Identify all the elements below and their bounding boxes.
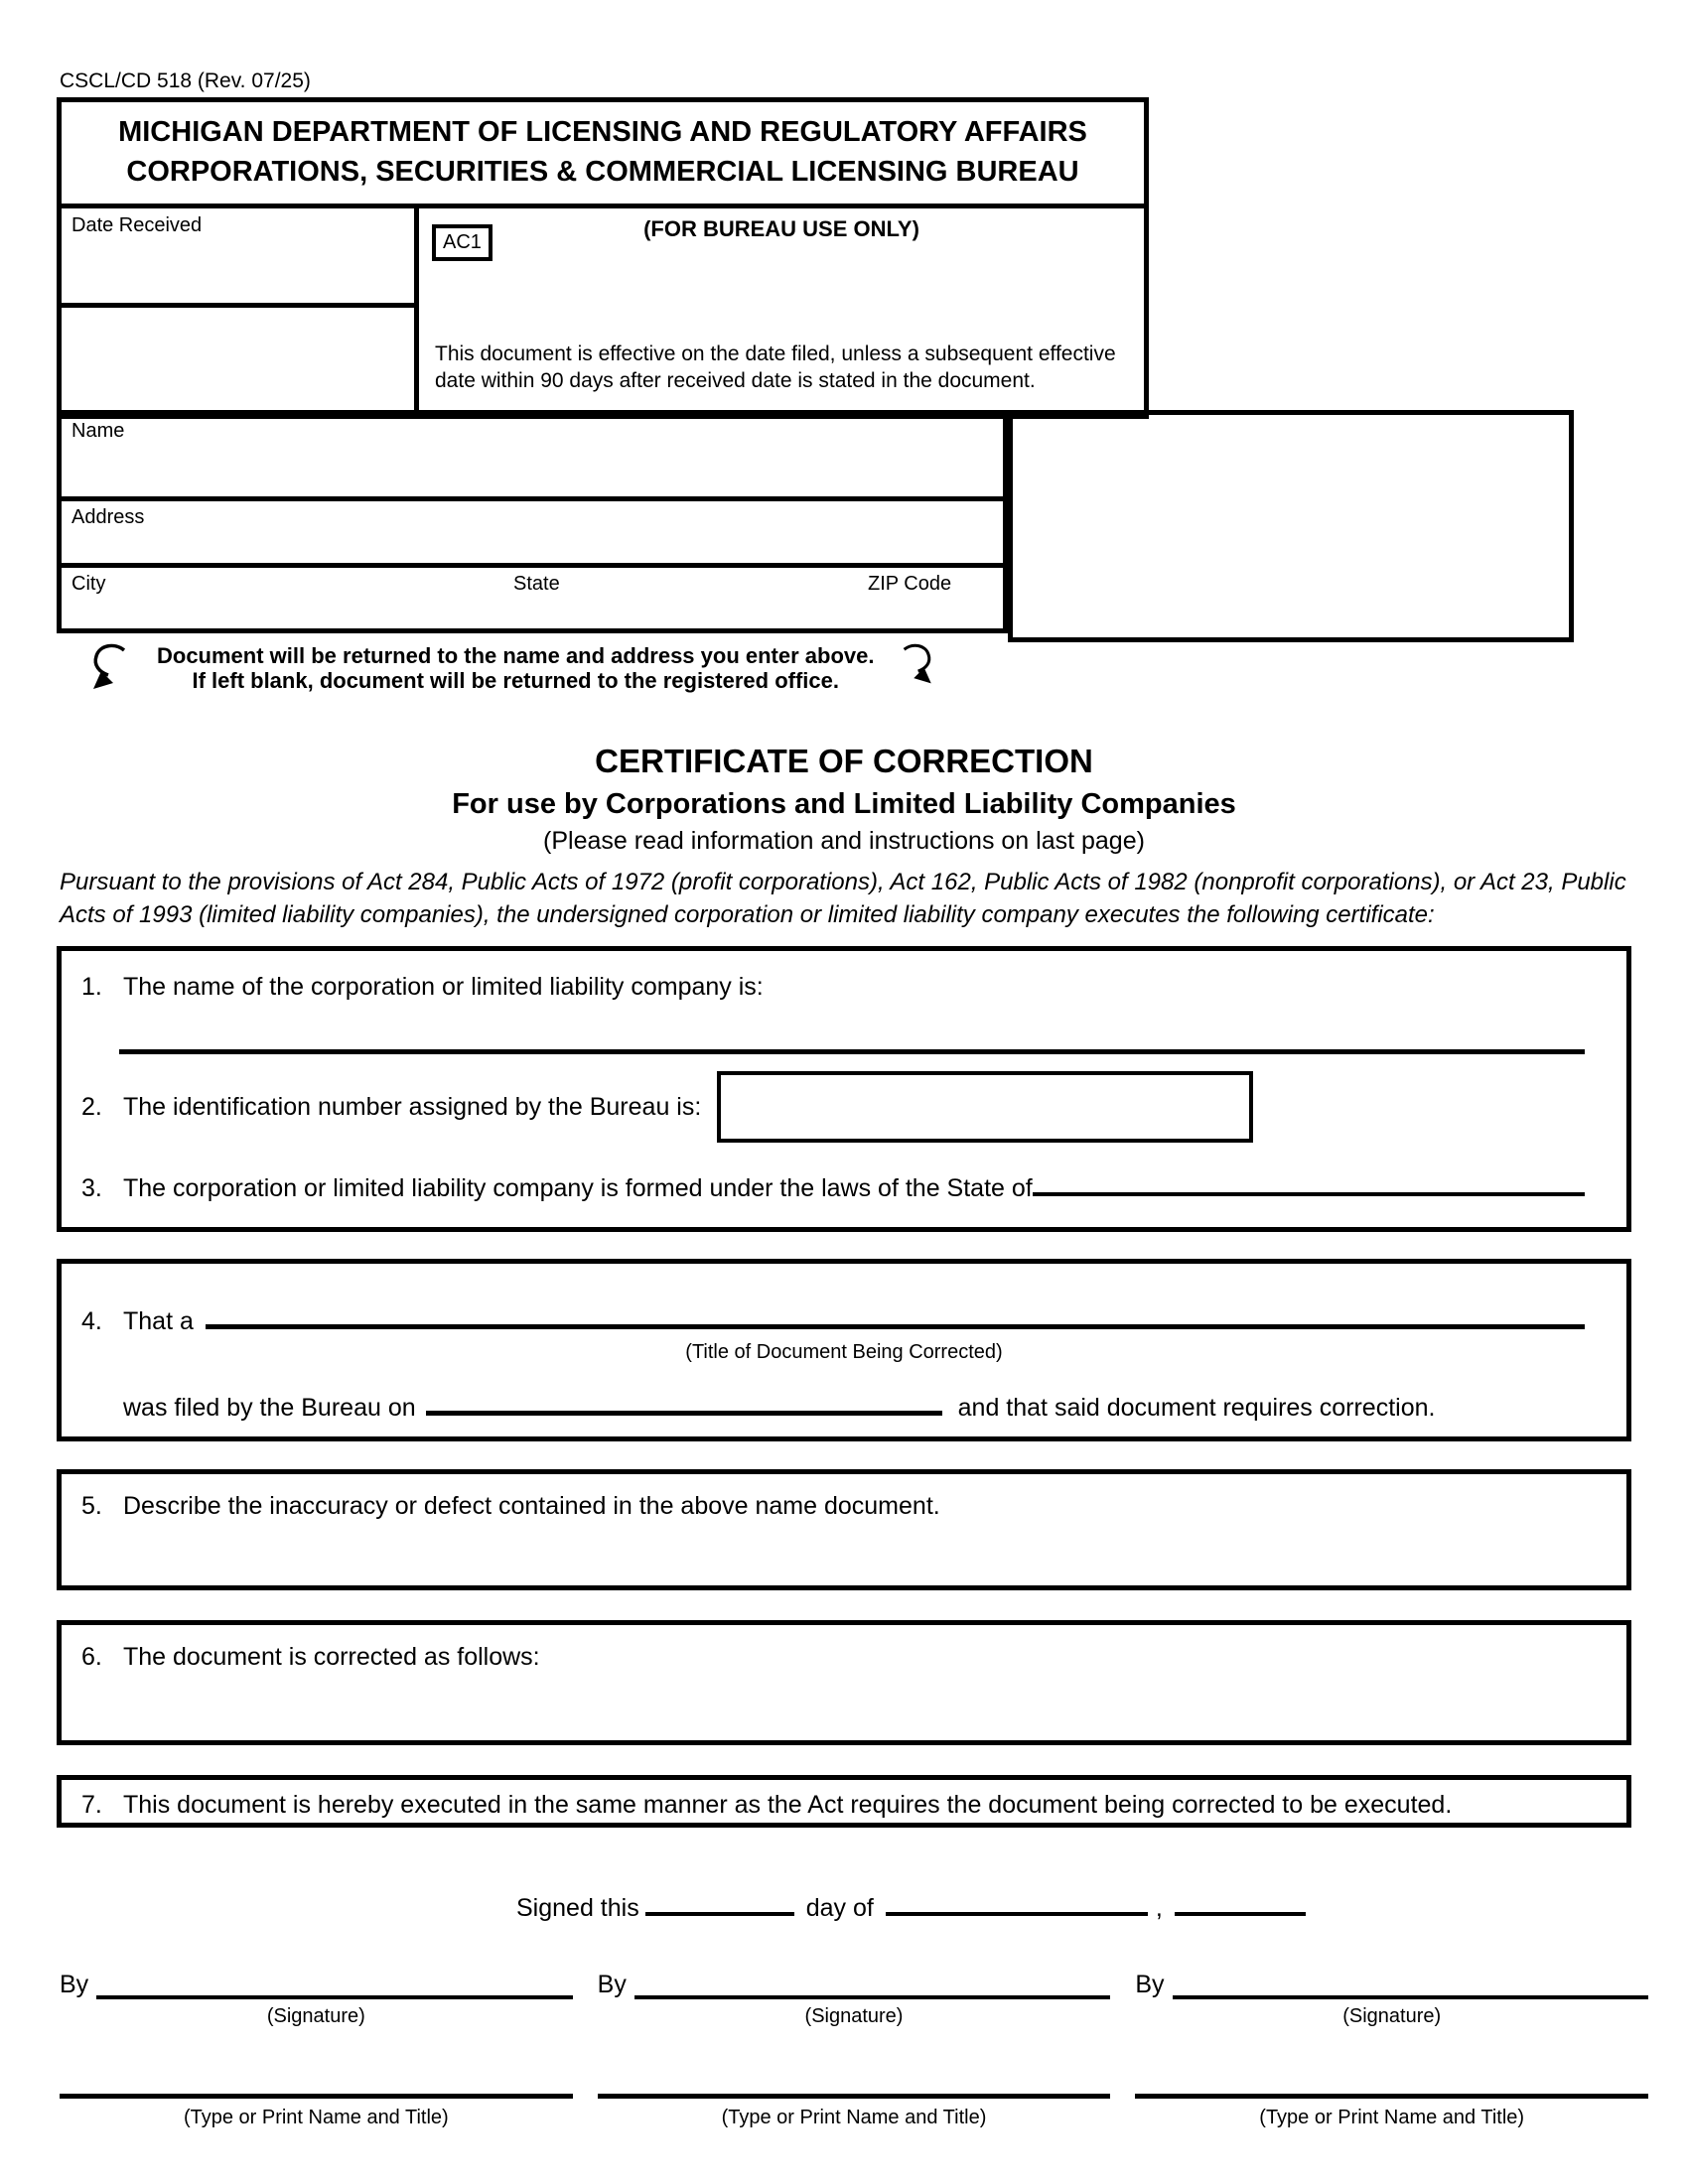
item-2 [81, 1071, 1585, 1143]
return-address-block [57, 410, 1574, 642]
signed-this-label: Signed this [516, 1894, 639, 1922]
signature-column-1 [60, 1971, 573, 2129]
signature-line-2[interactable] [634, 1972, 1110, 1999]
signature-column-2 [598, 1971, 1111, 2129]
document-title-line[interactable] [206, 1301, 1585, 1329]
print-name-line-2[interactable] [598, 2094, 1111, 2099]
item-6-box [57, 1620, 1631, 1745]
inaccuracy-description-area[interactable] [67, 1532, 1621, 1580]
signed-month-line[interactable] [886, 1886, 1148, 1916]
filed-date-line[interactable] [426, 1390, 942, 1416]
items-1-3-box [57, 946, 1631, 1232]
return-note [87, 641, 936, 695]
item-4-filed-text: was filed by the Bureau on [123, 1394, 416, 1422]
signature-row [60, 1971, 1648, 2129]
return-note-text [157, 643, 875, 693]
item-5-number: 5. [81, 1492, 102, 1520]
correction-text-area[interactable] [67, 1683, 1621, 1735]
print-name-caption-2: (Type or Print Name and Title) [721, 2107, 987, 2128]
agency-title-line1: MICHIGAN DEPARTMENT OF LICENSING AND REGULATORY AFFAIRS [118, 116, 1087, 148]
signature-column-3 [1135, 1971, 1648, 2129]
ac1-code-box [432, 224, 492, 261]
item-3-number: 3. [81, 1174, 102, 1202]
item-3-text: The corporation or limited liability company is formed under the laws of the State of [123, 1174, 1033, 1202]
ac1-label: AC1 [443, 231, 482, 253]
company-name-line[interactable] [119, 1049, 1585, 1054]
name-field[interactable] [62, 415, 1003, 501]
signed-date-row [516, 1886, 1306, 1923]
by-row-3 [1135, 1971, 1648, 1999]
item-4-number: 4. [81, 1307, 102, 1335]
address-field[interactable] [62, 501, 1003, 568]
name-label: Name [71, 420, 125, 442]
signed-year-line[interactable] [1175, 1886, 1306, 1916]
state-of-formation-line[interactable] [1033, 1168, 1585, 1196]
by-label-2: By [597, 1971, 627, 1998]
item-2-text: The identification number assigned by the Bureau is: [123, 1092, 702, 1121]
print-name-caption-1: (Type or Print Name and Title) [183, 2107, 449, 2128]
signature-caption-1: (Signature) [266, 2005, 365, 2027]
identification-number-box[interactable] [717, 1071, 1253, 1143]
item-6-number: 6. [81, 1643, 102, 1671]
by-row-2 [598, 1971, 1111, 1999]
item-1-text: The name of the corporation or limited liability company is: [123, 973, 764, 1001]
return-note-line2: If left blank, document will be returned to the registered office. [192, 668, 840, 693]
agency-title-line2: CORPORATIONS, SECURITIES & COMMERCIAL LICENSING BUREAU [126, 156, 1079, 188]
item-7 [81, 1791, 1585, 1820]
signature-caption-3: (Signature) [1342, 2005, 1442, 2027]
item-4-correction-text: and that said document requires correction. [957, 1394, 1436, 1422]
curved-arrow-right-icon [895, 641, 936, 689]
document-title: CERTIFICATE OF CORRECTION [595, 743, 1093, 779]
date-received-column [62, 208, 419, 414]
item-3 [81, 1168, 1585, 1203]
item-6-text: The document is corrected as follows: [123, 1643, 540, 1671]
item-4-box [57, 1259, 1631, 1441]
signature-line-1[interactable] [96, 1972, 572, 1999]
signature-caption-2: (Signature) [804, 2005, 904, 2027]
zip-code-label: ZIP Code [868, 573, 952, 595]
signed-comma: , [1155, 1894, 1163, 1922]
bureau-use-area [419, 208, 1144, 414]
return-address-table [57, 410, 1008, 633]
bureau-use-row [62, 208, 1144, 414]
effective-date-note: This document is effective on the date filed, unless a subsequent effective date within 90 days after received date is stated in the document. [435, 342, 1116, 392]
document-subtitle: For use by Corporations and Limited Liability Companies [452, 788, 1236, 820]
bureau-use-only-label: (FOR BUREAU USE ONLY) [643, 216, 919, 241]
bureau-stamp-box [1008, 410, 1574, 642]
item-5 [81, 1492, 1585, 1521]
document-title-block [0, 743, 1688, 856]
state-label: State [513, 573, 560, 595]
city-label: City [71, 573, 106, 595]
address-label: Address [71, 506, 145, 528]
item-6 [81, 1643, 1585, 1672]
curved-arrow-left-icon [87, 641, 135, 695]
item-5-text: Describe the inaccuracy or defect contained in the above name document. [123, 1492, 940, 1520]
by-row-1 [60, 1971, 573, 1999]
city-state-zip-row[interactable] [62, 568, 1003, 628]
signature-line-3[interactable] [1173, 1972, 1648, 1999]
item-4-line2 [123, 1390, 1585, 1423]
day-of-label: day of [805, 1894, 874, 1922]
item-4-line1 [81, 1301, 1585, 1336]
signed-day-line[interactable] [645, 1886, 794, 1916]
header-section [57, 97, 1149, 419]
date-received-cell [62, 208, 414, 308]
item-1 [81, 973, 1585, 1002]
instructions-note: (Please read information and instructions on last page) [543, 827, 1145, 855]
item-7-text: This document is hereby executed in the same manner as the Act requires the document being corrected to be executed. [123, 1791, 1453, 1819]
print-name-line-1[interactable] [60, 2094, 573, 2099]
item-1-number: 1. [81, 973, 102, 1001]
item-7-box [57, 1775, 1631, 1828]
form-number: CSCL/CD 518 (Rev. 07/25) [60, 69, 311, 92]
print-name-caption-3: (Type or Print Name and Title) [1259, 2107, 1525, 2128]
item-2-number: 2. [81, 1092, 102, 1121]
print-name-line-3[interactable] [1135, 2094, 1648, 2099]
return-note-line1: Document will be returned to the name and address you enter above. [157, 643, 875, 668]
statutory-preamble: Pursuant to the provisions of Act 284, Public Acts of 1972 (profit corporations), Act 162, Public Acts of 1982 (nonprofit corporations), or Act 23, Public Acts of 1993 (limited liability companies), the undersigned corporation or limited liability company executes the following certificate: [60, 869, 1626, 928]
date-stamp-cell [62, 308, 414, 414]
item-4-lead-text: That a [123, 1307, 194, 1335]
by-label-1: By [60, 1971, 89, 1998]
item-5-box [57, 1469, 1631, 1590]
by-label-3: By [1135, 1971, 1165, 1998]
item-7-number: 7. [81, 1791, 102, 1819]
agency-title-box [62, 102, 1144, 208]
document-title-caption: (Title of Document Being Corrected) [685, 1341, 1003, 1363]
date-received-label: Date Received [71, 214, 203, 236]
